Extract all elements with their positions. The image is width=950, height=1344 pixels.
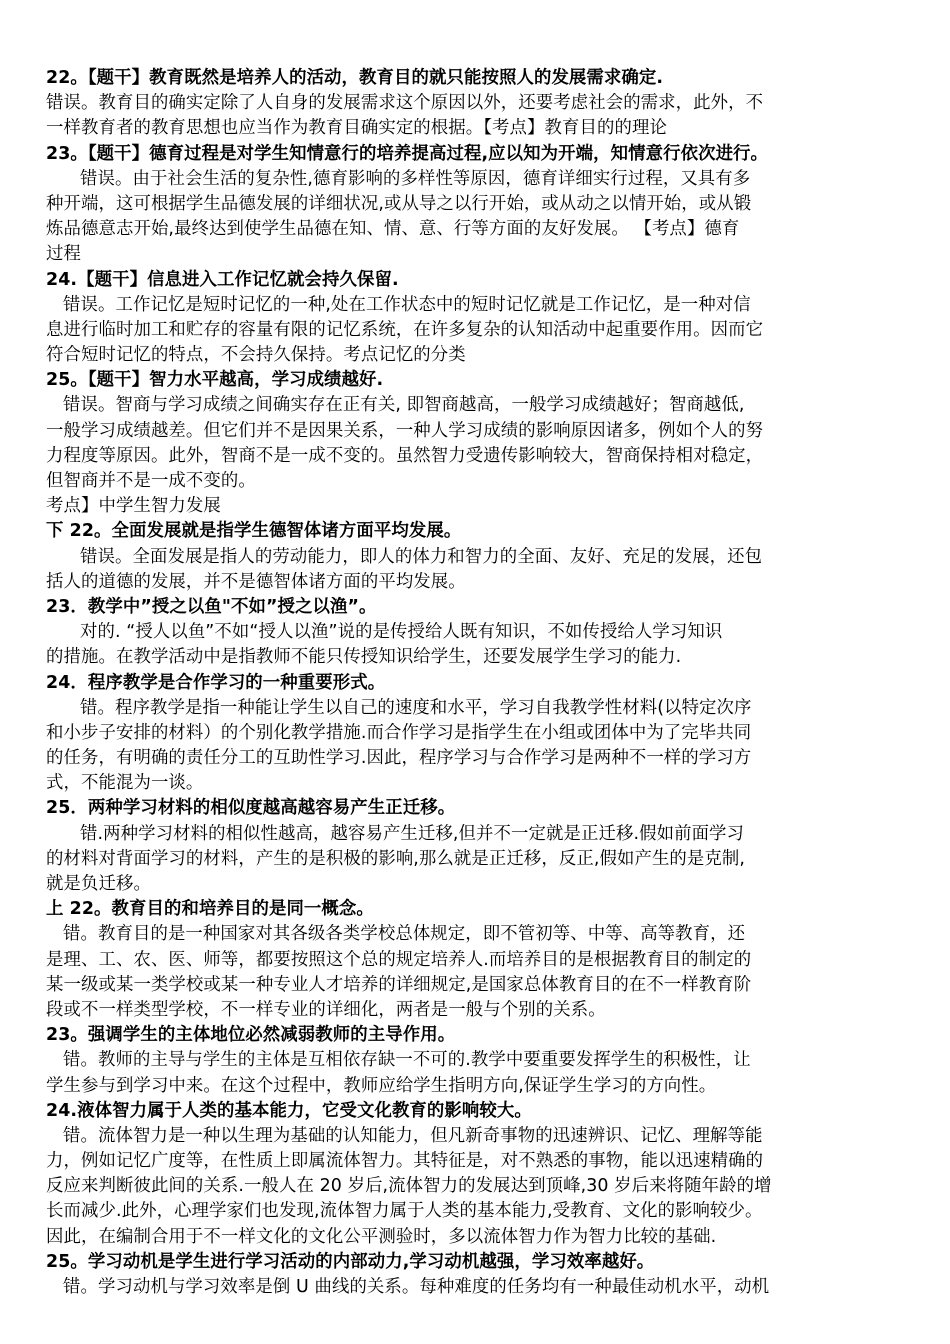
answer-text-line: 力程度等原因。此外，智商不是一成不变的。虽然智力受遗传影响较大，智商保持相对稳定， (46, 445, 764, 466)
answer-text-line: 错误。由于社会生活的复杂性,德育影响的多样性等原因，德育详细实行过程，又具有多 (80, 168, 751, 189)
answer-text-line: 反应来判断彼此间的关系.一般人在 20 岁后,流体智力的发展达到顶峰,30 岁后来将随年龄的增 (46, 1176, 772, 1197)
question-heading: 23。【题干】德育过程是对学生知情意行的培养提高过程,应以知为开端，知情意行依次进行。 (46, 143, 769, 164)
answer-text-line: 一般学习成绩越差。但它们并不是因果关系，一种人学习成绩的影响原因诸多，例如个人的努 (46, 420, 764, 441)
answer-text-line: 错误。工作记忆是短时记忆的一种,处在工作状态中的短时记忆就是工作记忆，是一种对信 (63, 294, 751, 315)
answer-text-line: 错误。智商与学习成绩之间确实存在正有关, 即智商越高，一般学习成绩越好；智商越低, (63, 395, 745, 416)
question-heading: 25．两种学习材料的相似度越高越容易产生正迁移。 (46, 798, 456, 819)
answer-text-line: 学生参与到学习中来。在这个过程中，教师应给学生指明方向,保证学生学习的方向性。 (46, 1075, 717, 1096)
question-heading: 24.【题干】信息进入工作记忆就会持久保留. (46, 269, 399, 290)
answer-text-line: 但智商并不是一成不变的。 (46, 471, 256, 491)
answer-text-line: 对的. “授人以鱼”不如“授人以渔”说的是传授给人既有知识，不如传授给人学习知识 (80, 622, 723, 643)
document-page (46, 66, 904, 1300)
answer-text-line: 过程 (46, 244, 81, 265)
answer-text-line: 符合短时记忆的特点，不会持久保持。考点记忆的分类 (46, 345, 466, 366)
answer-text-line: 错误。教育目的确实定除了人自身的发展需求这个原因以外，还要考虑社会的需求，此外，不 (46, 93, 764, 114)
answer-text-line: 一样教育者的教育思想也应当作为教育目确实定的根据。【考点】教育目的的理论 (46, 118, 667, 139)
question-heading: 22。【题干】教育既然是培养人的活动，教育目的就只能按照人的发展需求确定. (46, 68, 664, 88)
answer-text-line: 错。教育目的是一种国家对其各级各类学校总体规定，即不管初等、中等、高等教育，还 (63, 924, 746, 945)
answer-text-line: 错。程序教学是指一种能让学生以自己的速度和水平，学习自我教学性材料(以特定次序 (80, 697, 752, 718)
answer-text-line: 错.两种学习材料的相似性越高，越容易产生迁移,但并不一定就是正迁移.假如前面学习 (80, 823, 745, 844)
answer-text-line: 就是负迁移。 (46, 874, 151, 894)
answer-text-line: 错。教师的主导与学生的主体是互相依存缺一不可的.教学中要重要发挥学生的积极性，让 (63, 1050, 751, 1071)
answer-text-line: 的任务，有明确的责任分工的互助性学习.因此，程序学习与合作学习是两种不一样的学习方 (46, 748, 752, 769)
answer-text-line: 因此，在编制合用于不一样文化的文化公平测验时，多以流体智力作为智力比较的基础. (46, 1226, 717, 1247)
question-heading: 24．程序教学是合作学习的一种重要形式。 (46, 672, 386, 693)
answer-text-line: 错误。全面发展是指人的劳动能力，即人的体力和智力的全面、友好、充足的发展，还包 (80, 546, 763, 567)
question-heading: 23。强调学生的主体地位必然减弱教师的主导作用。 (46, 1025, 456, 1046)
answer-text-line: 的材料对背面学习的材料，产生的是积极的影响,那么就是正迁移，反正,假如产生的是克制, (46, 848, 746, 869)
answer-text-line: 息进行临时加工和贮存的容量有限的记忆系统，在许多复杂的认知活动中起重要作用。因而它 (46, 319, 764, 340)
question-heading: 25。【题干】智力水平越高，学习成绩越好. (46, 370, 384, 391)
answer-text-line: 和小步子安排的材料）的个别化教学措施.而合作学习是指学生在小组或团体中为了完毕共同 (46, 722, 752, 743)
answer-text-line: 力，例如记忆广度等，在性质上即属流体智力。其特征是，对不熟悉的事物，能以迅速精确的 (46, 1151, 764, 1172)
answer-text-line: 括人的道德的发展，并不是德智体诸方面的平均发展。 (46, 571, 466, 592)
answer-text-line: 错。学习动机与学习效率是倒 U 曲线的关系。每种难度的任务均有一种最佳动机水平，动机 (63, 1277, 770, 1297)
answer-text-line: 炼品德意志开始,最终达到使学生品德在知、情、意、行等方面的友好发展。 【考点】德育 (46, 219, 740, 240)
question-heading: 上 22。教育目的和培养目的是同一概念。 (46, 899, 374, 920)
answer-text-line: 的措施。在教学活动中是指教师不能只传授知识给学生，还要发展学生学习的能力. (46, 647, 682, 668)
answer-text-line: 某一级或某一类学校或某一种专业人才培养的详细规定,是国家总体教育目的在不一样教育阶 (46, 974, 752, 995)
answer-text-line: 长而减少.此外，心理学家们也发现,流体智力属于人类的基本能力,受教育、文化的影响较少。 (46, 1201, 763, 1222)
answer-text-line: 式，不能混为一谈。 (46, 773, 204, 794)
answer-text-line: 考点】中学生智力发展 (46, 496, 221, 517)
answer-text-line: 种开端，这可根据学生品德发展的详细状况,或从导之以行开始，或从动之以情开始，或从锻 (46, 193, 752, 214)
question-heading: 下 22。全面发展就是指学生德智体诸方面平均发展。 (46, 521, 462, 542)
answer-text-line: 是理、工、农、医、师等，都要按照这个总的规定培养人.而培养目的是根据教育目的制定的 (46, 949, 752, 970)
question-heading: 24.液体智力属于人类的基本能力，它受文化教育的影响较大。 (46, 1100, 532, 1121)
question-heading: 23．教学中”授之以鱼"不如”授之以渔”。 (46, 596, 377, 617)
answer-text-line: 段或不一样类型学校，不一样专业的详细化，两者是一般与个别的关系。 (46, 999, 606, 1020)
question-heading: 25。学习动机是学生进行学习活动的内部动力,学习动机越强，学习效率越好。 (46, 1251, 655, 1272)
answer-text-line: 错。流体智力是一种以生理为基础的认知能力，但凡新奇事物的迅速辨识、记忆、理解等能 (63, 1125, 763, 1146)
